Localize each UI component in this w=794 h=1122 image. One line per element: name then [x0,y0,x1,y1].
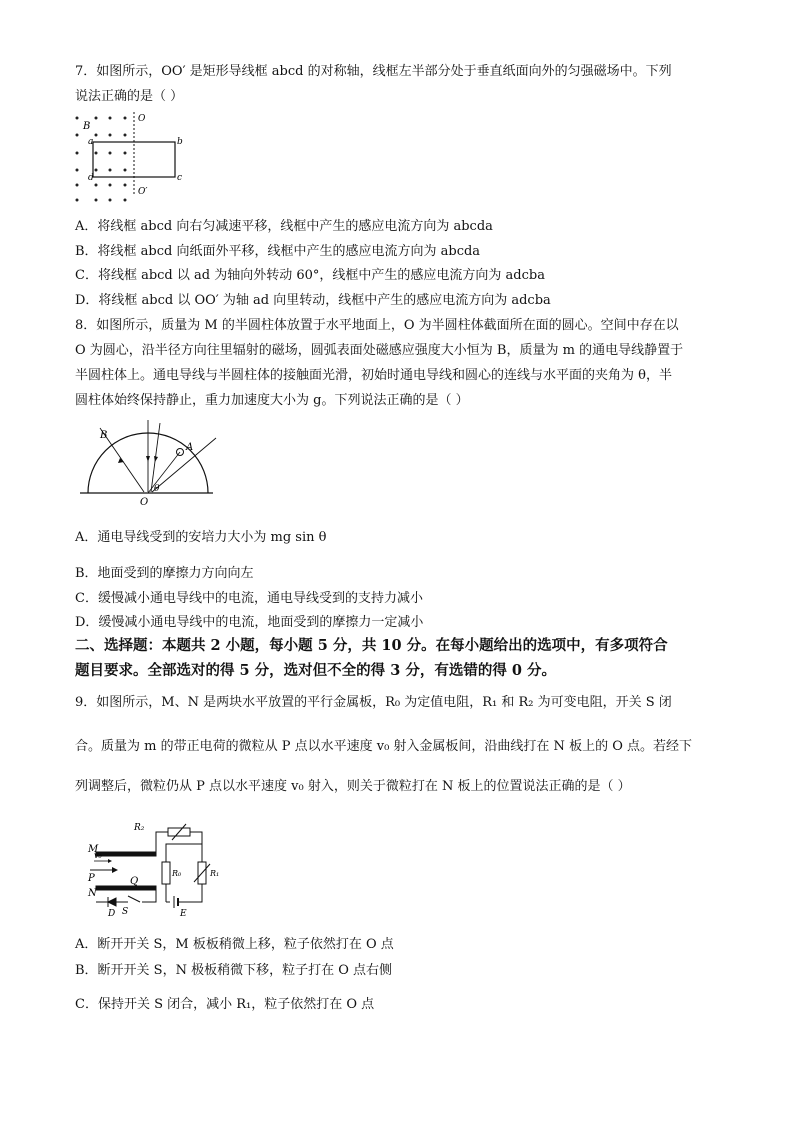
plate-M [96,852,156,856]
label-v0: v₀ [94,851,102,860]
label-R2: R₂ [134,823,145,833]
label-d: d [88,173,94,183]
label-theta: θ [154,484,160,494]
label-Q: Q [130,876,139,887]
label-c: c [177,173,183,183]
q8-option-b: B．地面受到的摩擦力方向向左 [75,566,254,581]
plate-N [96,886,156,890]
label-P: P [88,873,95,884]
q7-option-a: A．将线框 abcd 向右匀减速平移，线框中产生的感应电流方向为 abcda [75,219,493,234]
label-E: E [180,909,187,918]
label-b: b [177,137,183,147]
section2-heading-line1: 二、选择题：本题共 2 小题，每小题 5 分，共 10 分。在每小题给出的选项中，有多项符合 [75,637,668,654]
q7-option-d: D．将线框 abcd 以 OO′ 为轴 ad 向里转动，线框中产生的感应电流方向为 adcba [75,293,551,308]
q9-stem-line1: 9．如图所示，M、N 是两块水平放置的平行金属板，R₀ 为定值电阻，R₁ 和 R₂ 为可变电阻，开关 S 闭 [75,695,672,710]
q7-figure [70,110,200,210]
label-M: M [88,844,99,855]
label-B: B [83,121,91,132]
q9-option-c: C．保持开关 S 闭合，减小 R₁，粒子依然打在 O 点 [75,997,375,1012]
q7-option-b: B．将线框 abcd 向纸面外平移，线框中产生的感应电流方向为 abcda [75,244,481,259]
label-R0: R₀ [172,869,182,878]
label-B: B [100,430,108,441]
label-S: S [122,907,129,917]
q8-option-c: C．缓慢减小通电导线中的电流，通电导线受到的支持力减小 [75,591,423,606]
switch-S [128,896,140,902]
q9-stem-line3: 列调整后，微粒仍从 P 点以水平速度 v₀ 射入，则关于微粒打在 N 板上的位置说法正确的是（ ） [75,779,631,794]
label-O: O [138,114,146,124]
q8-option-d: D．缓慢减小通电导线中的电流，地面受到的摩擦力一定减小 [75,615,424,630]
q8-figure [78,418,228,508]
q9-stem-line2: 合。质量为 m 的带正电荷的微粒从 P 点以水平速度 v₀ 射入金属板间，沿曲线打在 N 板上的 O 点。若经下 [75,739,692,754]
radial-field-lines [100,420,216,492]
resistor-R0 [162,862,170,884]
q9-option-a: A．断开开关 S，M 板板稍微上移，粒子依然打在 O 点 [75,937,394,952]
q9-circuit-figure [82,818,232,918]
label-R1: R₁ [210,869,220,878]
loop-abcd [93,142,175,177]
q8-stem-line3: 半圆柱体上。通电导线与半圆柱体的接触面光滑，初始时通电导线和圆心的连线与水平面的夹角为 θ，半 [75,368,672,383]
label-a: a [88,137,94,147]
field-arrowheads [118,456,158,463]
label-N: N [88,888,97,899]
label-A: A [186,442,194,453]
q7-option-c: C．将线框 abcd 以 ad 为轴向外转动 60°，线框中产生的感应电流方向为 adcba [75,268,545,283]
q9-option-b: B．断开开关 S，N 极板稍微下移，粒子打在 O 点右侧 [75,963,393,978]
q8-stem-line1: 8．如图所示，质量为 M 的半圆柱体放置于水平地面上，O 为半圆柱体截面所在面的圆心。空间中存在以 [75,318,679,333]
q7-stem-line2: 说法正确的是（ ） [75,89,184,104]
label-O: O [140,497,149,508]
q7-stem-line1: 7．如图所示，OO′ 是矩形导线框 abcd 的对称轴，线框左半部分处于垂直纸面向外的匀强磁场中。下列 [75,64,672,79]
diode-D [108,898,116,906]
q8-stem-line2: O 为圆心，沿半径方向往里辐射的磁场，圆弧表面处磁感应强度大小恒为 B，质量为 m 的通电导线静置于 [75,343,684,358]
section2-heading-line2: 题目要求。全部选对的得 5 分，选对但不全的得 3 分，有选错的得 0 分。 [75,662,557,679]
label-O-prime: O′ [138,187,148,197]
label-D: D [108,909,116,918]
q8-option-a: A．通电导线受到的安培力大小为 mg sin θ [75,530,327,545]
q8-stem-line4: 圆柱体始终保持静止，重力加速度大小为 g。下列说法正确的是（ ） [75,393,469,408]
